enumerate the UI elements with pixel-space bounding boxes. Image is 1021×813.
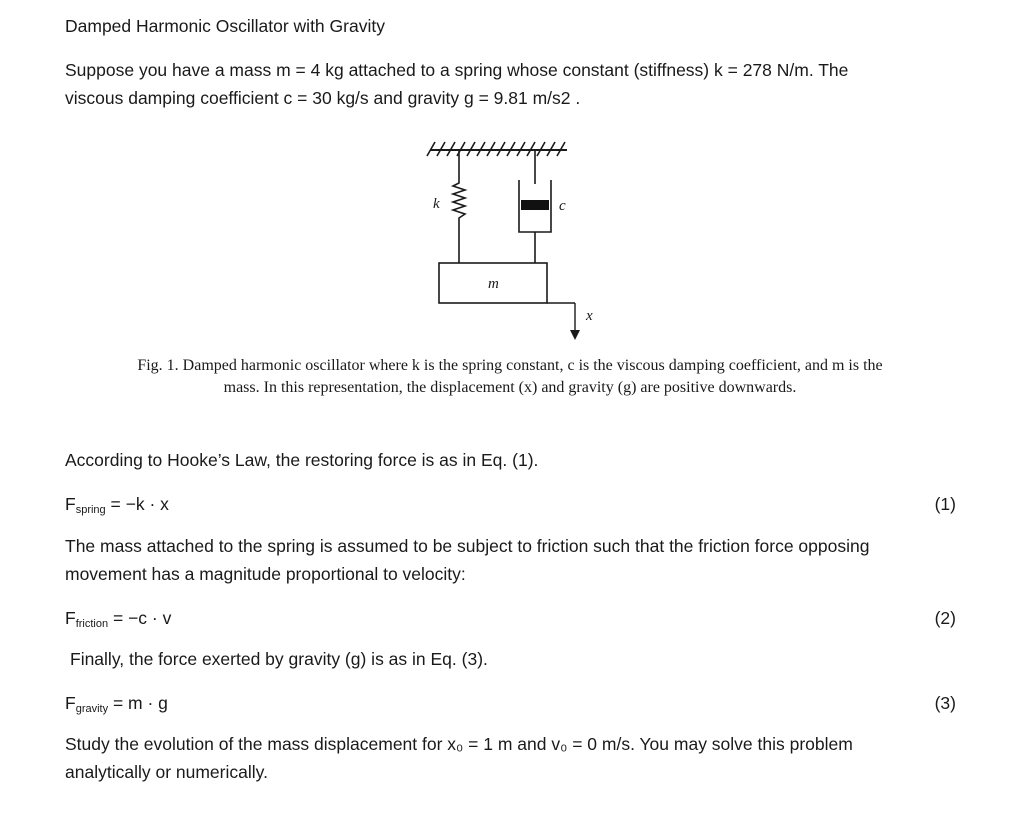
figure-caption-line-1: Fig. 1. Damped harmonic oscillator where k is the spring constant, c is the viscous damping coefficient, and m is the [137, 357, 883, 374]
equation-1-number: (1) [934, 494, 956, 514]
label-c: c [559, 198, 566, 214]
friction-paragraph-line-2: movement has a magnitude proportional to velocity: [65, 564, 466, 584]
damper-piston [521, 200, 549, 210]
equation-3: $F_{gravity} = m \cdot g$ [65, 693, 168, 715]
figure-caption-line-2: mass. In this representation, the displacement (x) and gravity (g) are positive downwards. [223, 379, 797, 396]
label-x: x [586, 308, 593, 324]
equation-2: $F_{friction} = -c \cdot v$ [65, 608, 172, 630]
equation-2-number: (2) [934, 608, 956, 628]
document-title: Damped Harmonic Oscillator with Gravity [65, 16, 385, 36]
spring [453, 150, 465, 263]
oscillator-diagram [415, 128, 595, 343]
gravity-text: Finally, the force exerted by gravity (g) is as in Eq. (3). [70, 649, 488, 669]
displacement-arrow [547, 303, 580, 340]
label-k: k [433, 196, 440, 212]
intro-paragraph-line-1: Suppose you have a mass m = 4 kg attached to a spring whose constant (stiffness) k = 278 N/m. The [65, 60, 849, 80]
equation-3-number: (3) [934, 693, 956, 713]
friction-paragraph-line-1: The mass attached to the spring is assumed to be subject to friction such that the friction force opposing [65, 536, 870, 556]
study-paragraph-line-2: analytically or numerically. [65, 762, 268, 782]
intro-paragraph-line-2: viscous damping coefficient c = 30 kg/s and gravity g = 9.81 m/s2 . [65, 88, 581, 108]
figure-caption [70, 355, 950, 399]
study-paragraph-line-1: Study the evolution of the mass displacement for x₀ = 1 m and v₀ = 0 m/s. You may solve this problem [65, 734, 853, 754]
hooke-law-text: According to Hooke’s Law, the restoring force is as in Eq. (1). [65, 450, 539, 470]
equation-1: $F_{spring} = -k \cdot x$ [65, 494, 169, 516]
label-m: m [488, 276, 499, 292]
ceiling-support [427, 142, 567, 156]
